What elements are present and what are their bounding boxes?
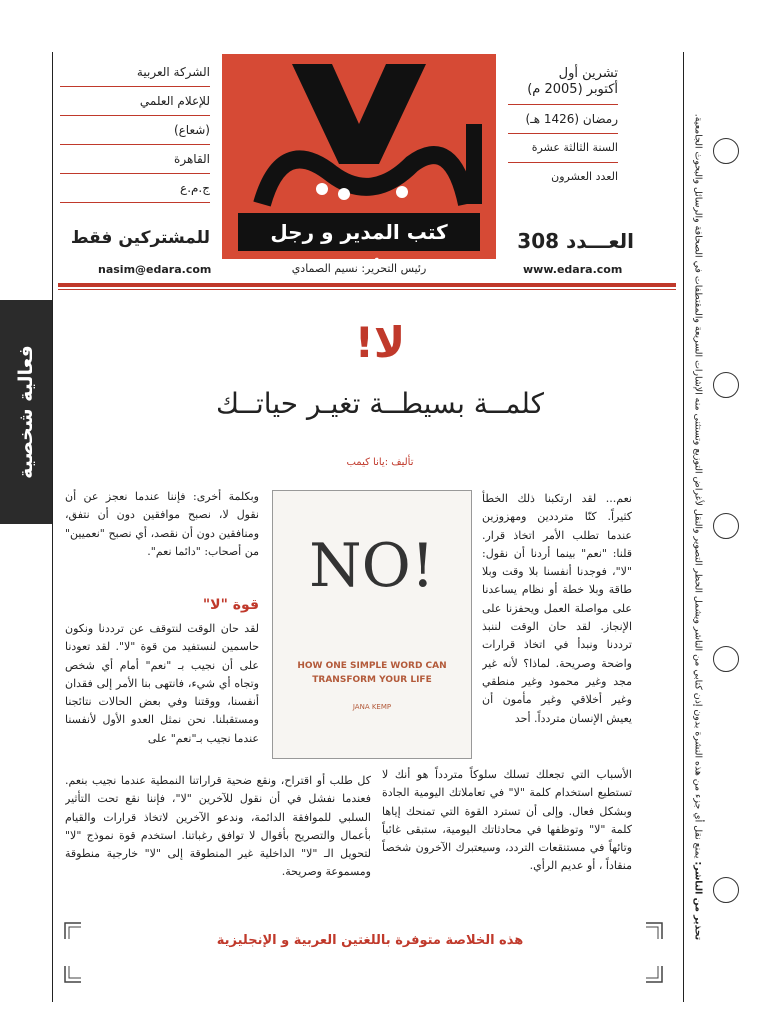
section-tab: [0, 300, 52, 524]
website-link[interactable]: www.edara.com: [523, 263, 623, 276]
issue-word: العدد العشرون: [551, 170, 618, 183]
binder-hole-circle: [713, 138, 739, 164]
article-column-right: نعم... لقد ارتكبنا ذلك الخطأ كثيراً. كنّا مترددين ومهزوزين عندما تطلب الأمر اتخاذ قرار. قلنا: "نعم" بينما أردنا أن نقول: "لا"، فوجدنا أنفسنا بلا وقت وبلا طاقة وبلا خطة أو نظام يساعدنا على مواصلة العمل ويحفزنا على الإنجاز. لقد حان الوقت لننبذ ترددنا ونبدأ في اتخاذ قرارات واضحة وصريحة. لماذا؟ لأنه غير مجد وغير محمود وغير منطقي وغير أخلاقي وغير مأمون أن يعيش الإنسان متردداً. أحد: [482, 492, 632, 725]
date-hijri: رمضان (1426 هـ): [525, 112, 618, 126]
publisher-line: (شعاع): [173, 123, 210, 137]
copyright-warning: [688, 52, 708, 1002]
date-syriac: تشرين أول: [558, 66, 618, 81]
corner-ornament-icon: [64, 966, 82, 984]
publisher-line: للإعلام العلمي: [139, 94, 210, 108]
subscribers-label: للمشتركين فقط: [70, 228, 210, 248]
book-cover-subtitle: HOW ONE SIMPLE WORD CAN: [297, 661, 447, 671]
masthead-rule-thin: [58, 289, 676, 290]
email-link[interactable]: nasim@edara.com: [98, 263, 212, 276]
publisher-line: الشركة العربية: [136, 65, 210, 79]
publisher-block: [60, 64, 210, 209]
binder-hole-circle: [713, 513, 739, 539]
corner-ornament-icon: [646, 966, 664, 984]
article-bottom-right: الأسباب التي تجعلك تسلك سلوكاً متردداً هو أنك لا تستطيع استخدام كلمة "لا" في تعاملاتك اليومية الجادة وبشكل فعال. وإلى أن تسترد القوة التي تمنحك إياها كلمة "لا" وتوظفها في محادثاتك اليومية، ستبقى غائباً وتائهاً في مستنقعات التردد، وسيعتبرك الآخرون شخصاً منقاداً ، أو عديم الرأي.: [382, 768, 632, 873]
volume-year: السنة الثالثة عشرة: [531, 141, 618, 154]
logo-graphic: [222, 54, 496, 219]
date-block: [508, 66, 618, 185]
book-cover: [272, 490, 472, 759]
corner-ornament-icon: [64, 922, 82, 940]
binder-hole-circle: [713, 877, 739, 903]
language-availability-note: هذه الخلاصة متوفرة باللغتين العربية و الإنجليزية: [216, 933, 524, 948]
publisher-line: القاهرة: [174, 152, 210, 166]
book-cover-subtitle: TRANSFORM YOUR LIFE: [312, 675, 432, 685]
section-tab-label: فعالية شخصية: [15, 345, 37, 479]
date-gregorian: أكتوبر (2005 م): [527, 82, 618, 97]
article-column-left: لقد حان الوقت لنتوقف عن ترددنا ونكون حاسمين لنستفيد من قوة "لا". لقد تعودنا على أن نجيب بـ "نعم" أمام أي شخص وتجاه أي شيء، فانتهى بنا الأمر إلى فقدان أنفسنا، ووقتنا وفي بعض الحالات نتائجنا ومستقبلنا. نحن نمثل العدو الأول لأنفسنا عندما نجيب بـ"نعم" على: [65, 622, 259, 745]
article-intro-left: وبكلمة أخرى: فإننا عندما نعجز عن أن نقول لا، نصبح موافقين دون أن نتفق، ومنافقين دون أن نقصد، أي نصبح "نعميين" من أصحاب: "دائما نعم".: [65, 490, 259, 558]
binder-hole-circle: [713, 646, 739, 672]
section-heading: قوة "لا": [202, 597, 259, 613]
headline-main: لا!: [354, 318, 406, 367]
masthead-rule: [58, 283, 676, 287]
binder-hole-circle: [713, 372, 739, 398]
headline-sub: كلمــة بسيطــة تغيـر حياتــك: [215, 387, 544, 420]
issue-number: العـــدد 308: [517, 229, 634, 253]
corner-ornament-icon: [646, 922, 664, 940]
logo: [222, 54, 496, 259]
warning-text: يمنع نقل أي جزء من هذه النشرة بدون إذن كتابي من الناشر ويشمل الحظر التصوير والنقل لأغراض التوزيع وتستثنى منه الإشارات السريعة والمقتطفات في الصحافة والرسائل والبحوث الجامعية.: [692, 113, 704, 859]
warning-title: تحذير من الناشر:: [692, 861, 704, 941]
logo-tagline: كتب المدير و رجل: [238, 213, 480, 251]
book-cover-title: NO!: [309, 531, 435, 601]
article-bottom-left: كل طلب أو اقتراح، ونقع ضحية قراراتنا النمطية عندما نجيب بنعم. فعندما نفشل في أن نقول للآخرين "لا"، فإننا نقع تحت التأثير السلبي للموافقة الدائمة، وندعو الآخرين لاتخاذ قرارات والقيام بأعمال والتصريح بأقوال لا توافق رغباتنا. استخدم قوة نموذج "لا" لتحويل الـ "لا" الداخلية غير المنطوقة إلى "لا" خارجية منطوقة ومسموعة وصريحة.: [65, 774, 371, 879]
left-rule: [52, 52, 53, 1002]
publisher-line: ج.م.ع: [180, 181, 210, 195]
book-cover-author: JANA KEMP: [352, 703, 392, 711]
author-credit: تأليف :يانا كيمب: [346, 457, 414, 468]
right-rule: [683, 52, 684, 1002]
editor-credit: رئيس التحرير: نسيم الصمادي: [291, 262, 427, 275]
